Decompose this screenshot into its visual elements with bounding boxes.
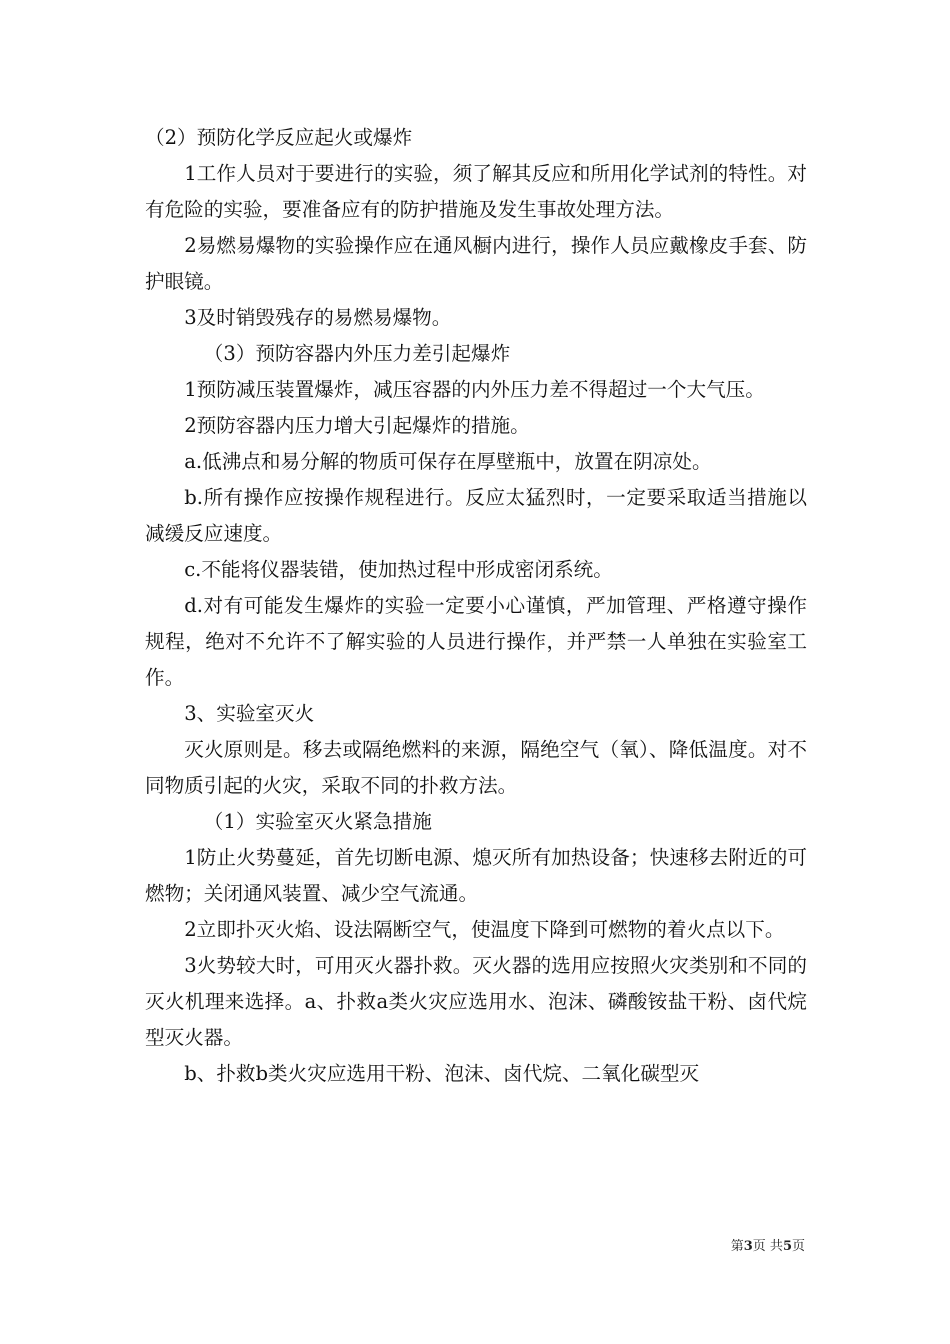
list-item-d: d.对有可能发生爆炸的实验一定要小心谨慎，严加管理、严格遵守操作规程，绝对不允许不了解实验的人员进行操作，并严禁一人单独在实验室工作。 [145, 594, 807, 689]
footer-suffix: 页 [791, 1239, 805, 1254]
footer-prefix: 第 [730, 1239, 744, 1254]
paragraph: 1预防减压装置爆炸，减压容器的内外压力差不得超过一个大气压。 [184, 378, 765, 401]
section-heading-fire-extinguishing: 3、实验室灭火 [184, 702, 315, 725]
paragraph: 1防止火势蔓延，首先切断电源、熄灭所有加热设备；快速移去附近的可燃物；关闭通风装置、减少空气流通。 [145, 846, 807, 905]
section-heading-pressure-difference: （3）预防容器内外压力差引起爆炸 [203, 342, 511, 365]
list-item-b: b.所有操作应按操作规程进行。反应太猛烈时，一定要采取适当措施以减缓反应速度。 [145, 486, 807, 545]
list-item-c: c.不能将仪器装错，使加热过程中形成密闭系统。 [184, 558, 613, 581]
footer-middle: 页 共 [752, 1239, 783, 1254]
paragraph: 1工作人员对于要进行的实验，须了解其反应和所用化学试剂的特性。对有危险的实验，要准备应有的防护措施及发生事故处理方法。 [145, 162, 807, 221]
paragraph: 3及时销毁残存的易燃易爆物。 [184, 306, 452, 329]
paragraph: 2易燃易爆物的实验操作应在通风橱内进行，操作人员应戴橡皮手套、防护眼镜。 [145, 234, 807, 293]
list-item-a: a.低沸点和易分解的物质可保存在厚壁瓶中，放置在阴凉处。 [184, 450, 712, 473]
current-page-number: 3 [743, 1239, 753, 1254]
paragraph: 3火势较大时，可用灭火器扑救。灭火器的选用应按照火灾类别和不同的灭火机理来选择。a、扑救a类火灾应选用水、泡沫、磷酸铵盐干粉、卤代烷型灭火器。 [145, 954, 807, 1049]
paragraph: 2立即扑灭火焰、设法隔断空气，使温度下降到可燃物的着火点以下。 [184, 918, 785, 941]
section-heading-emergency-measures: （1）实验室灭火紧急措施 [203, 810, 432, 833]
page-number-footer [731, 1239, 805, 1255]
document-body [145, 120, 807, 1092]
paragraph: 2预防容器内压力增大引起爆炸的措施。 [184, 414, 530, 437]
section-heading-chemical-reaction: （2）预防化学反应起火或爆炸 [145, 126, 413, 149]
paragraph: b、扑救b类火灾应选用干粉、泡沫、卤代烷、二氧化碳型灭 [184, 1062, 700, 1085]
paragraph: 灭火原则是。移去或隔绝燃料的来源，隔绝空气（氧）、降低温度。对不同物质引起的火灾，采取不同的扑救方法。 [145, 738, 807, 797]
total-pages-number: 5 [782, 1239, 792, 1254]
